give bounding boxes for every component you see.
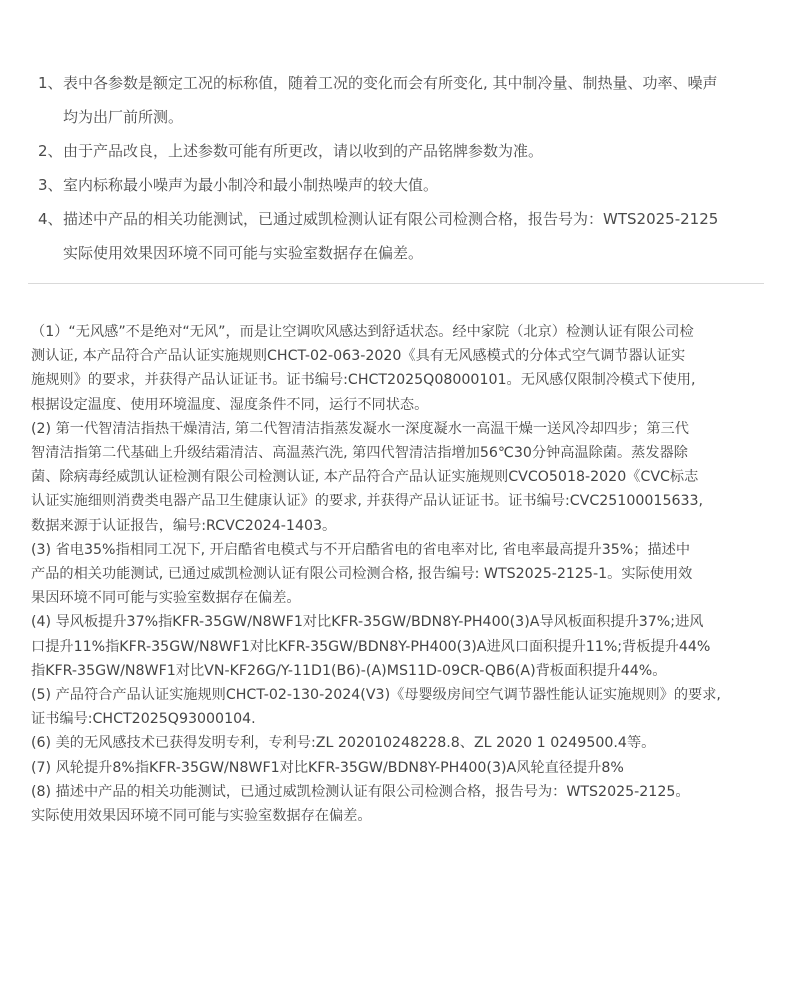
footnote-line: 菌、除病毒经威凯认证检测有限公司检测认证, 本产品符合产品认证实施规则CVCO5018-2020《CVC标志 bbox=[31, 469, 699, 486]
note-text: 描述中产品的相关功能测试，已通过威凯检测认证有限公司检测合格，报告号为：WTS2025-2125 bbox=[63, 210, 719, 228]
footnote-line: 施规则》的要求，并获得产品认证证书。证书编号:CHCT2025Q08000101。无风感仅限制冷模式下使用, bbox=[31, 372, 696, 389]
note-item bbox=[0, 168, 790, 202]
note-item bbox=[0, 66, 790, 134]
footnote-line: 证书编号:CHCT2025Q93000104. bbox=[31, 711, 256, 728]
section-divider bbox=[28, 283, 764, 284]
note-item bbox=[0, 134, 790, 168]
footnote-line: (4) 导风板提升37%指KFR-35GW/N8WF1对比KFR-35GW/BDN8Y-PH400(3)A导风板面积提升37%;进风 bbox=[31, 614, 704, 631]
footnote-line: 指KFR-35GW/N8WF1对比VN-KF26G/Y-11D1(B6)-(A)MS11D-09CR-QB6(A)背板面积提升44%。 bbox=[31, 662, 667, 679]
note-text: 由于产品改良，上述参数可能有所更改，请以收到的产品铭牌参数为准。 bbox=[63, 142, 544, 160]
note-number: 2、 bbox=[38, 142, 63, 160]
footnote-line: 智清洁指第二代基础上升级结霜清洁、高温蒸汽洗, 第四代智清洁指增加56℃30分钟高温除菌。蒸发器除 bbox=[31, 445, 688, 462]
note-text: 均为出厂前所测。 bbox=[63, 108, 184, 126]
note-text: 室内标称最小噪声为最小制冷和最小制热噪声的较大值。 bbox=[63, 176, 439, 194]
footnote-line: 根据设定温度、使用环境温度、湿度条件不同，运行不同状态。 bbox=[31, 396, 429, 413]
footnote-line: 产品的相关功能测试, 已通过威凯检测认证有限公司检测合格, 报告编号: WTS2025-2125-1。实际使用效 bbox=[31, 566, 693, 583]
footnote-line: (3) 省电35%指相同工况下, 开启酷省电模式与不开启酷省电的省电率对比, 省电率最高提升35%；描述中 bbox=[31, 541, 691, 558]
footnotes bbox=[31, 320, 771, 828]
footnote-line: 认证实施细则消费类电器产品卫生健康认证》的要求, 并获得产品认证证书。证书编号:CVC25100015633, bbox=[31, 493, 704, 510]
footnote-line: (2) 第一代智清洁指热干燥清洁, 第二代智清洁指蒸发凝水一深度凝水一高温干燥一送风冷却四步；第三代 bbox=[31, 420, 689, 437]
footnote-line: （1）“无风感”不是绝对“无风”，而是让空调吹风感达到舒适状态。经中家院（北京）检测认证有限公司检 bbox=[31, 324, 694, 340]
footnote-line: 口提升11%指KFR-35GW/N8WF1对比KFR-35GW/BDN8Y-PH400(3)A进风口面积提升11%;背板提升44% bbox=[31, 638, 711, 655]
footnote-line: (8) 描述中产品的相关功能测试，已通过威凯检测认证有限公司检测合格，报告号为：WTS2025-2125。 bbox=[31, 783, 690, 800]
note-text: 实际使用效果因环境不同可能与实验室数据存在偏差。 bbox=[63, 244, 424, 262]
note-number: 4、 bbox=[38, 210, 63, 228]
footnote-line: 测认证, 本产品符合产品认证实施规则CHCT-02-063-2020《具有无风感模式的分体式空气调节器认证实 bbox=[31, 348, 686, 365]
footnote-line: (7) 风轮提升8%指KFR-35GW/N8WF1对比KFR-35GW/BDN8Y-PH400(3)A风轮直径提升8% bbox=[31, 759, 624, 776]
footnote-line: 果因环境不同可能与实验室数据存在偏差。 bbox=[31, 590, 301, 607]
note-text: 表中各参数是额定工况的标称值，随着工况的变化而会有所变化, 其中制冷量、制热量、功率、噪声 bbox=[63, 74, 718, 92]
footnote-line: (5) 产品符合产品认证实施规则CHCT-02-130-2024(V3)《母婴级房间空气调节器性能认证实施规则》的要求, bbox=[31, 687, 721, 704]
footnote-line: (6) 美的无风感技术已获得发明专利，专利号:ZL 202010248228.8、ZL 2020 1 0249500.4等。 bbox=[31, 735, 656, 752]
note-number: 1、 bbox=[38, 74, 63, 92]
footnote-line: 实际使用效果因环境不同可能与实验室数据存在偏差。 bbox=[31, 808, 372, 825]
footnote-line: 数据来源于认证报告，编号:RCVC2024-1403。 bbox=[31, 517, 337, 534]
note-item bbox=[0, 202, 790, 270]
note-number: 3、 bbox=[38, 176, 63, 194]
parameter-notes bbox=[0, 66, 790, 270]
